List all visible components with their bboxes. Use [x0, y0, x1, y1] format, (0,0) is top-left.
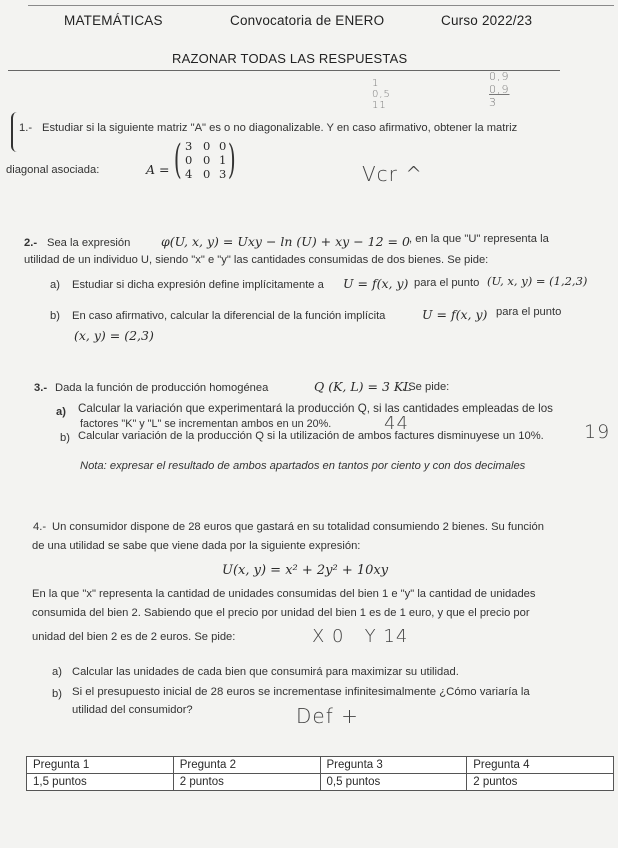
matrix-right-paren: ): [227, 137, 236, 183]
margin-note-left-1: 1: [372, 78, 380, 89]
q3-expression: Q (K, L) = 3 KL: [314, 379, 412, 394]
q3-a-text: Calcular la variación que experimentará la producción Q, si las cantidades empleadas de los: [78, 402, 553, 415]
q2-b-text: En caso afirmativo, calcular la diferencial de la función implícita: [72, 310, 386, 322]
q2-expression: φ(U, x, y) = Uxy − ln (U) + xy − 12 = 0: [161, 234, 410, 249]
q4-expression: U(x, y) = x² + 2y² + 10xy: [222, 563, 389, 578]
top-rule: [28, 5, 614, 6]
q3-b-handwritten: 19: [584, 421, 611, 443]
matrix-cell: 0: [218, 139, 227, 153]
matrix-cell: 0: [202, 139, 211, 153]
q1-handwritten-note: Vcr ^: [362, 162, 424, 186]
matrix-cell: 4: [184, 167, 193, 181]
q4-p2: consumida del bien 2. Sabiendo que el precio por unidad del bien 1 es de 1 euro, y que el precio por: [32, 607, 530, 619]
matrix-cell: 0: [202, 167, 211, 181]
points-cell: 2 puntos: [173, 774, 320, 791]
matrix-grid: [173, 137, 234, 183]
q4-a-text: Calcular las unidades de cada bien que consumirá para maximizar su utilidad.: [72, 666, 459, 678]
q4-b-label: b): [52, 688, 62, 700]
q4-handwritten-answer: X 0 Y 14: [312, 626, 409, 647]
matrix-cell: 0: [202, 153, 211, 167]
q2-a-expression: U = f(x, y): [343, 276, 409, 291]
q3-intro-tail: . Se pide:: [402, 381, 450, 393]
q4-intro2: de una utilidad se sabe que viene dada por la siguiente expresión:: [32, 540, 361, 552]
q2-number: 2.-: [24, 237, 38, 249]
question-header: Pregunta 3: [320, 757, 467, 774]
margin-note-left: [372, 78, 402, 111]
header-rule: [8, 70, 560, 71]
matrix-label: A =: [146, 162, 170, 177]
q4-b-text: Si el presupuesto inicial de 28 euros se incrementase infinitesimalmente ¿Cómo variaría la: [72, 686, 530, 698]
q1-text: Estudiar si la siguiente matriz "A" es o no diagonalizable. Y en caso afirmativo, obtener la matriz: [42, 122, 518, 134]
course-year: Curso 2022/23: [441, 13, 533, 28]
margin-note-left-3: 11: [372, 100, 387, 111]
grading-table: [26, 756, 614, 791]
q2-intro: Sea la expresión: [47, 237, 131, 249]
points-cell: 1,5 puntos: [27, 774, 174, 791]
q2-line2: utilidad de un individuo U, siendo "x" e "y" las cantidades consumidas de dos bienes. Se pide:: [24, 254, 489, 266]
points-cell: 2 puntos: [467, 774, 614, 791]
q4-number: 4.-: [33, 521, 47, 533]
subject-title: MATEMÁTICAS: [64, 13, 163, 28]
margin-note-left-2: 0,5: [372, 89, 391, 100]
matrix-a: [170, 139, 239, 181]
q3-b-text: Calcular variación de la producción Q si la utilización de ambos factures disminuyese un 10%.: [78, 430, 544, 442]
q3-a-label: a): [56, 406, 66, 418]
q1-number: 1.-: [19, 122, 33, 134]
margin-note-right: [489, 70, 529, 109]
margin-note-right-2: 0,9: [489, 83, 510, 96]
matrix-cell: 3: [218, 167, 227, 181]
q3-a-text2: factores "K" y "L" se incrementan ambos en un 20%.: [80, 418, 332, 430]
q3-b-label: b): [60, 432, 70, 444]
q3-intro: Dada la función de producción homogénea: [55, 382, 269, 394]
margin-note-right-1: 0,9: [489, 70, 510, 83]
q1-bracket: [11, 112, 19, 152]
q4-b-text2: utilidad del consumidor?: [72, 704, 193, 716]
matrix-cell: 1: [218, 153, 227, 167]
q4-a-label: a): [52, 666, 62, 678]
q3-number: 3.-: [34, 382, 48, 394]
q4-b-handwritten: Def +: [296, 704, 359, 728]
q4-intro: Un consumidor dispone de 28 euros que gastará en su totalidad consumiendo 2 bienes. Su función: [52, 521, 544, 533]
points-cell: 0,5 puntos: [320, 774, 467, 791]
q2-a-text2: para el punto: [414, 277, 480, 289]
matrix-cell: 0: [184, 153, 193, 167]
q2-b-label: b): [50, 310, 60, 322]
margin-note-right-3: 3: [489, 96, 497, 109]
q4-p3: unidad del bien 2 es de 2 euros. Se pide:: [32, 631, 236, 643]
matrix-cell: 3: [184, 139, 193, 153]
matrix-left-paren: (: [173, 137, 182, 183]
question-header: Pregunta 1: [27, 757, 174, 774]
question-header: Pregunta 2: [173, 757, 320, 774]
exam-session: Convocatoria de ENERO: [230, 13, 385, 28]
table-row: [27, 757, 614, 774]
table-row: [27, 774, 614, 791]
q1-text-continued: diagonal asociada:: [6, 164, 100, 176]
q2-intro-tail: , en la que "U" representa la: [409, 233, 549, 245]
q2-a-text: Estudiar si dicha expresión define implícitamente a: [72, 279, 324, 291]
q3-a-handwritten: 44: [384, 413, 409, 434]
q4-p1: En la que "x" representa la cantidad de unidades consumidas del bien 1 e "y" la cantidad de unidades: [32, 588, 536, 600]
q2-a-point: (U, x, y) = (1,2,3): [487, 274, 588, 288]
q2-b-expression: U = f(x, y): [422, 307, 488, 322]
q3-note: Nota: expresar el resultado de ambos apartados en tantos por ciento y con dos decimales: [80, 460, 526, 472]
q2-b-point: (x, y) = (2,3): [74, 328, 154, 343]
instruction-heading: RAZONAR TODAS LAS RESPUESTAS: [172, 51, 408, 66]
q2-b-text2: para el punto: [496, 306, 562, 318]
q2-a-label: a): [50, 279, 60, 291]
question-header: Pregunta 4: [467, 757, 614, 774]
